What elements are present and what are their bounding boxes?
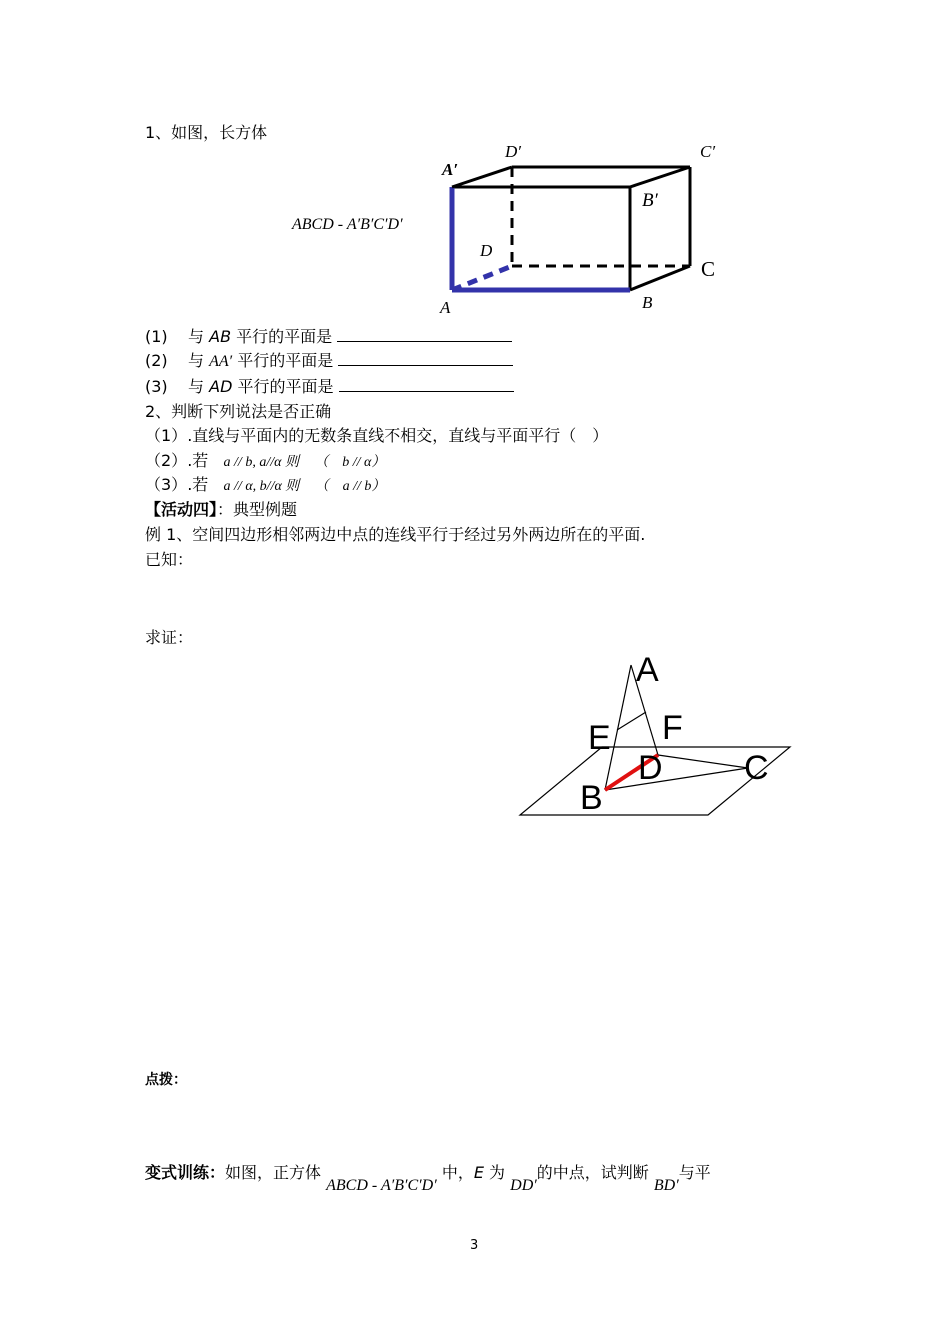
- example-1-text: 例 1、空间四边形相邻两边中点的连线平行于经过另外两边所在的平面.: [145, 525, 646, 544]
- fig-label-a: A: [636, 651, 659, 689]
- fig-label-f: F: [662, 709, 683, 747]
- label-a: A: [440, 298, 451, 317]
- label-b1: B′: [642, 190, 658, 211]
- edge-ef: [617, 712, 646, 730]
- edge-b1c1: [630, 167, 690, 187]
- prove-label: 求证：: [145, 628, 194, 647]
- q2-item-1: （1）.直线与平面内的无数条直线不相交，直线与平面平行（ ）: [145, 426, 609, 445]
- q1-item-1: (1) 与 AB 平行的平面是: [145, 327, 512, 347]
- edge-dc-tetra: [658, 755, 748, 768]
- answer-blank-2[interactable]: [338, 351, 513, 366]
- page-number: 3: [470, 1238, 479, 1253]
- label-b: B: [642, 293, 653, 312]
- label-d: D: [480, 241, 493, 260]
- fig-label-d: D: [638, 749, 663, 787]
- hint-label: 点拨：: [145, 1072, 187, 1088]
- edge-bc: [630, 266, 690, 290]
- q1-item-2: (2) 与 AA′ 平行的平面是: [145, 351, 513, 372]
- q2-item-3: （3）.若 a // α, b//α 则 （ a // b）: [145, 475, 386, 494]
- edge-ad: [452, 266, 512, 290]
- answer-blank-3[interactable]: [339, 377, 514, 392]
- q2-title: 2、判断下列说法是否正确: [145, 402, 332, 421]
- fig-label-e: E: [588, 719, 611, 757]
- variant-line: 变式训练：如图，正方体 ABCD - A′B′C′D′ 中，E 为 DD′的中点，试判断 BD′与平: [145, 1163, 711, 1194]
- given-label: 已知：: [145, 550, 194, 569]
- edge-bc-tetra: [605, 768, 748, 790]
- q1-item-3: (3) 与 AD 平行的平面是: [145, 377, 514, 397]
- label-a1: A′: [442, 160, 459, 179]
- label-c: C: [701, 257, 716, 281]
- answer-blank-1[interactable]: [337, 327, 512, 342]
- activity-heading: 【活动四】：典型例题: [145, 500, 298, 519]
- fig-label-b: B: [580, 779, 603, 817]
- label-c1: C′: [700, 142, 716, 161]
- label-d1: D′: [505, 142, 521, 161]
- q2-item-2: （2）.若 a // b, a//α 则 （ b // α）: [145, 451, 386, 470]
- q1-title: 1、如图，长方体: [145, 123, 268, 142]
- fig-label-c: C: [744, 749, 769, 787]
- cuboid-name: ABCD - A′B′C′D′: [292, 216, 403, 233]
- edge-a1d1: [452, 167, 512, 187]
